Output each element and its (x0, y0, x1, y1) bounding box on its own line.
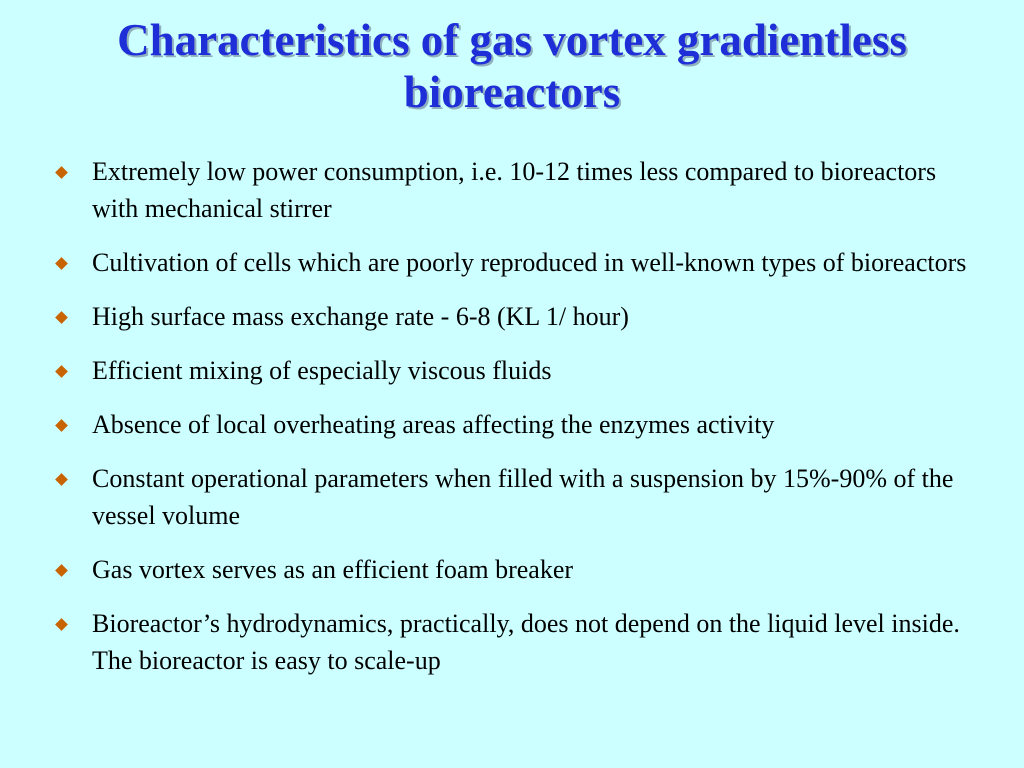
diamond-bullet-icon (55, 257, 68, 270)
diamond-bullet-icon (55, 473, 68, 486)
slide-title (40, 14, 984, 118)
bullet-item (52, 605, 972, 679)
bullet-text: Extremely low power consumption, i.e. 10-12 times less compared to bioreactors with mechanical stirrer (92, 157, 937, 223)
bullet-text: Absence of local overheating areas affecting the enzymes activity (92, 410, 775, 439)
bullet-item (52, 352, 972, 389)
bullet-item (52, 551, 972, 588)
bullet-text: Efficient mixing of especially viscous fluids (92, 356, 552, 385)
slide-title-line-2: bioreactors (403, 67, 621, 117)
bullet-text: High surface mass exchange rate - 6-8 (KL 1/ hour) (92, 302, 629, 331)
diamond-bullet-icon (55, 419, 68, 432)
bullet-item (52, 406, 972, 443)
bullet-item (52, 460, 972, 534)
diamond-bullet-icon (55, 166, 68, 179)
diamond-bullet-icon (55, 564, 68, 577)
bullet-item (52, 244, 972, 281)
diamond-bullet-icon (55, 365, 68, 378)
bullet-item (52, 298, 972, 335)
bullet-text: Gas vortex serves as an efficient foam breaker (92, 555, 574, 584)
bullet-list (52, 153, 972, 696)
bullet-text: Cultivation of cells which are poorly reproduced in well-known types of bioreactors (92, 248, 967, 277)
diamond-bullet-icon (55, 311, 68, 324)
bullet-text: Bioreactor’s hydrodynamics, practically, does not depend on the liquid level inside. The bioreactor is easy to scale-up (92, 609, 960, 675)
bullet-text: Constant operational parameters when filled with a suspension by 15%-90% of the vessel volume (92, 464, 954, 530)
bullet-item (52, 153, 972, 227)
diamond-bullet-icon (55, 618, 68, 631)
slide-title-line-1: Characteristics of gas vortex gradientless (117, 15, 907, 65)
